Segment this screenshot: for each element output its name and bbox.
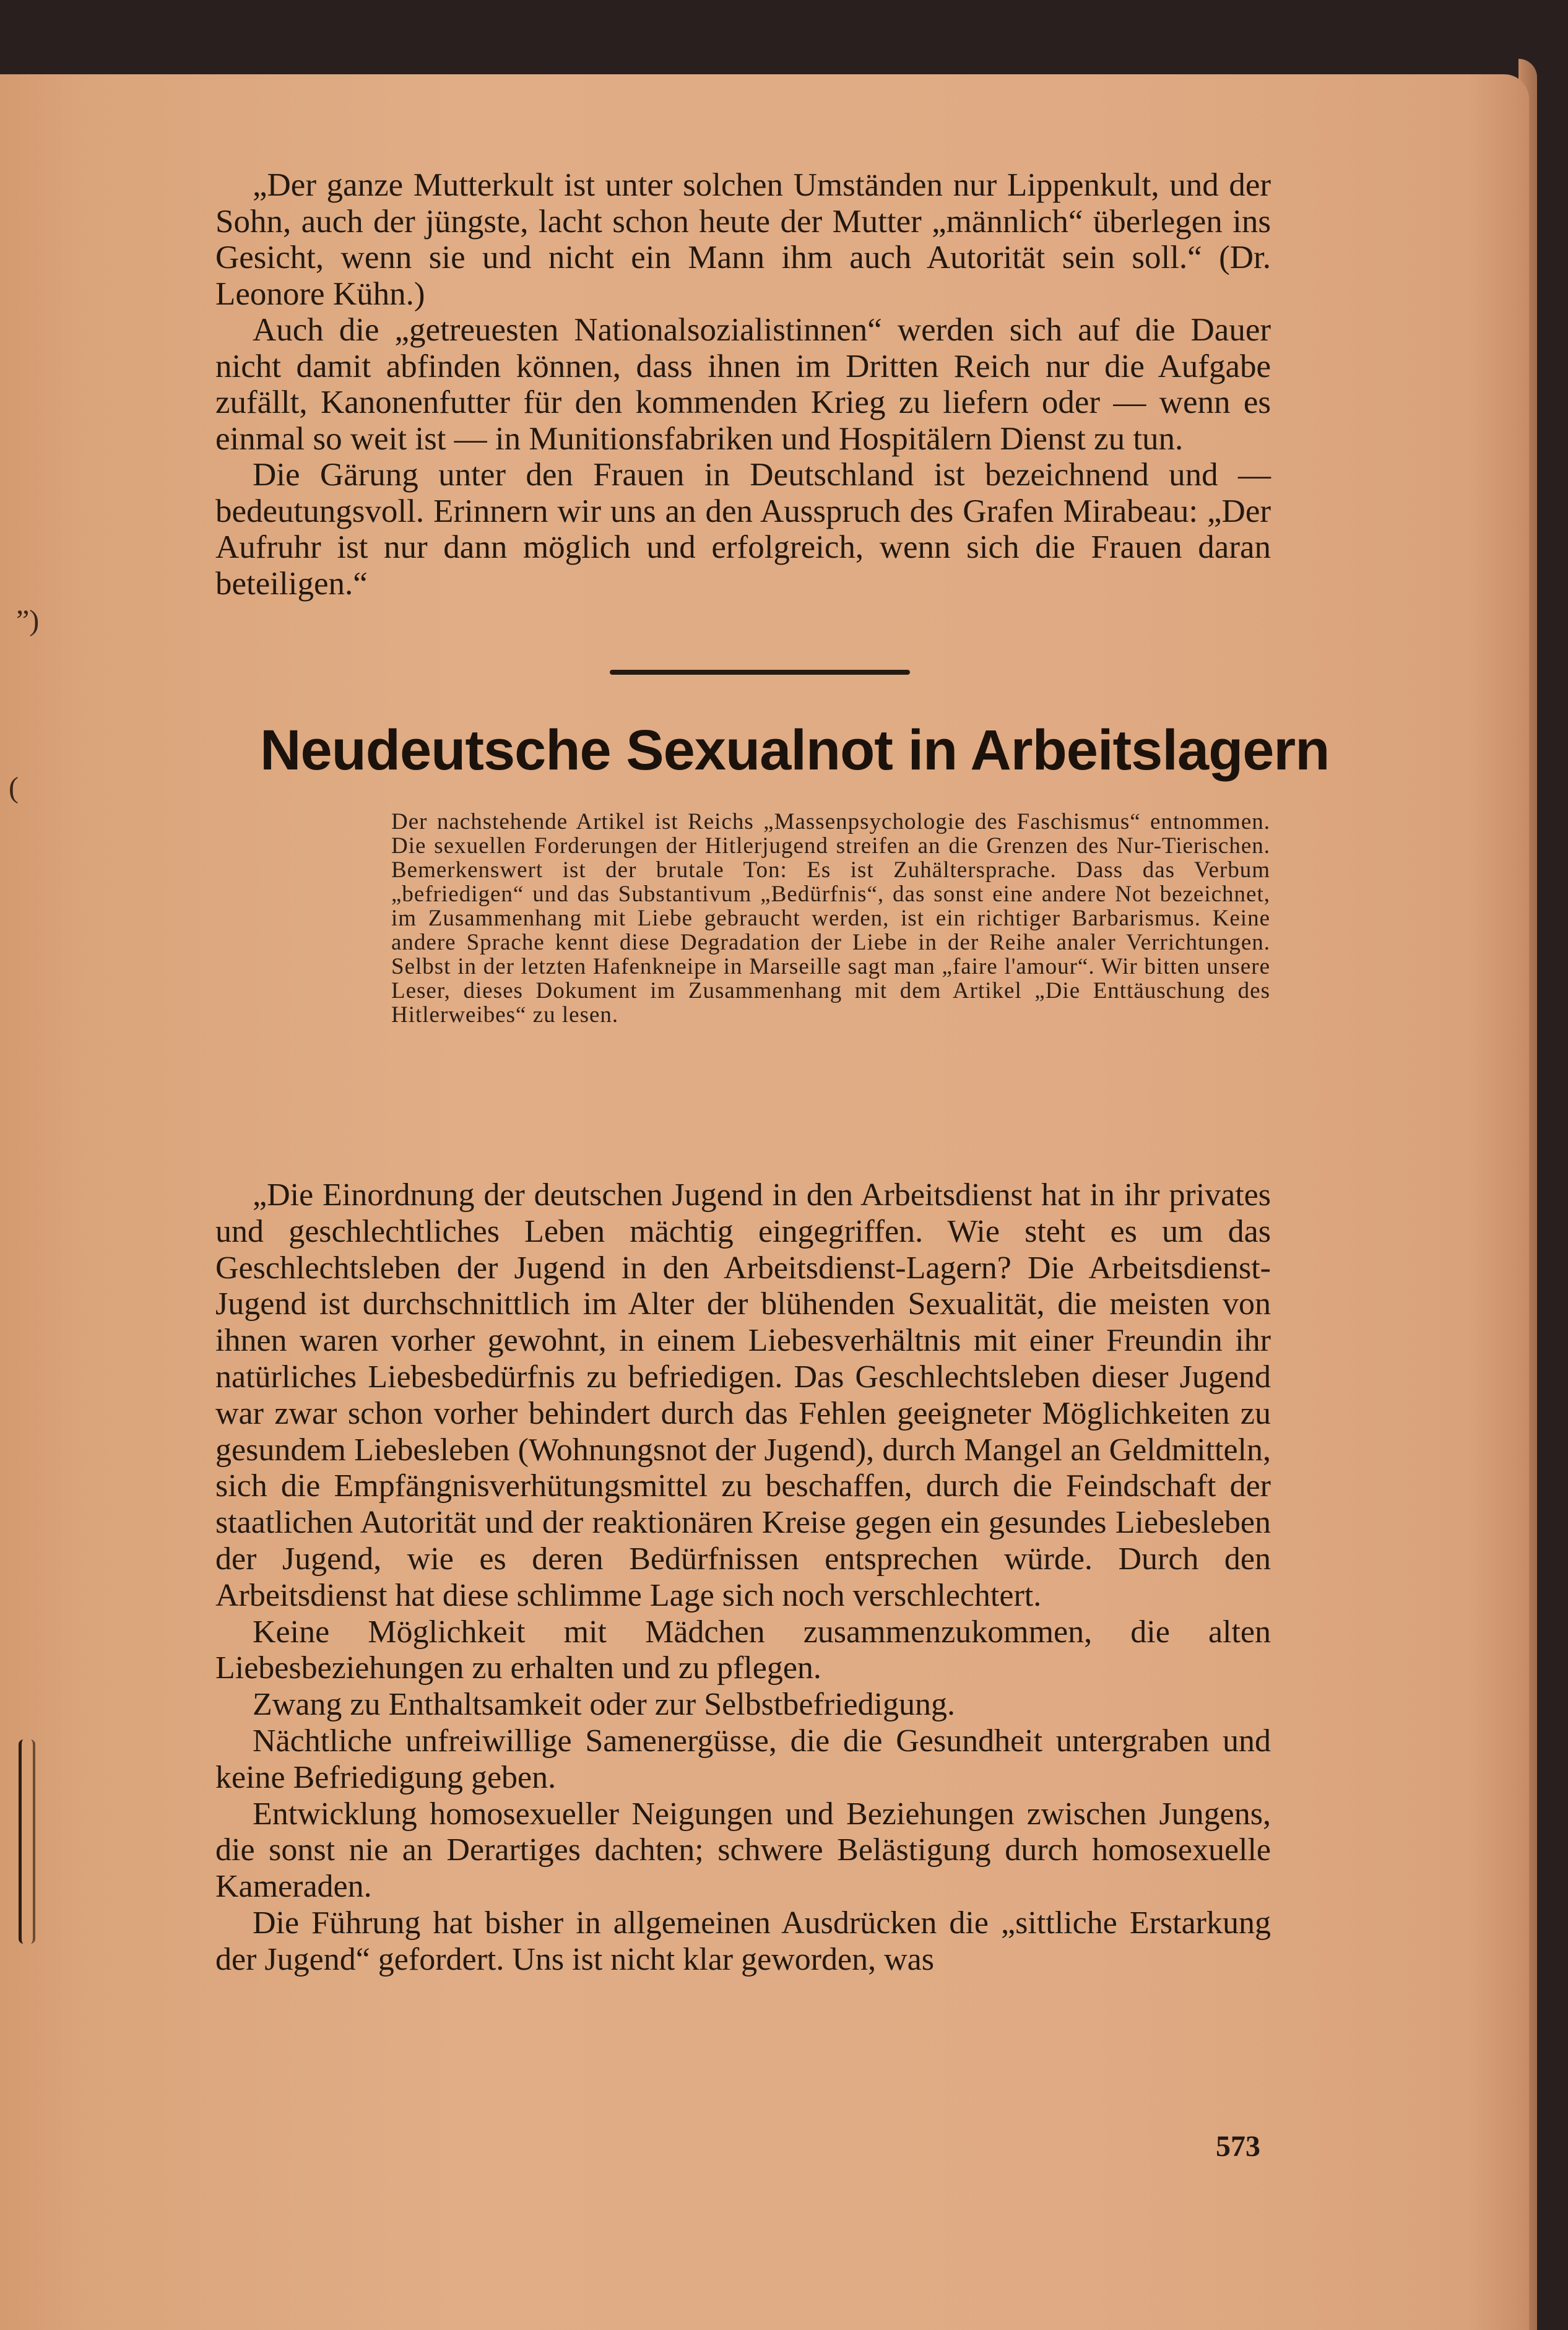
section-divider [610,670,910,675]
margin-mark: ( [9,771,19,804]
article-body [215,1177,1271,1978]
paragraph: Die Gärung unter den Frauen in Deutschland ist bezeichnend und — bedeutungsvoll. Erinnern wir uns an den Ausspruch des Grafen Mirabeau: „Der Aufruhr ist nur dann möglich und erfolgreich, wenn sich die Frauen daran beteiligen.“ [215,457,1271,602]
binding-stitch [19,1739,35,1944]
paragraph: Nächtliche unfreiwillige Samenergüsse, die die Gesundheit untergraben und keine Befriedigung geben. [215,1723,1271,1795]
editorial-intro: Der nachstehende Artikel ist Reichs „Massenpsychologie des Faschismus“ entnommen. Die sexuellen Forderungen der Hitlerjugend streifen an die Grenzen des Nur-Tierischen. Bemerkenswert ist der brutale Ton: Es ist Zuhältersprache. Dass das Verbum „befriedigen“ und das Substantivum „Bedürfnis“, das sonst eine andere Not bezeichnet, im Zusammenhang mit Liebe gebraucht werden, ist ein richtiger Barbarismus. Keine andere Sprache kennt diese Degradation der Liebe in der Reihe analer Verrichtungen. Selbst in der letzten Hafenkneipe in Marseille sagt man „faire l'amour“. Wir bitten unsere Leser, dieses Dokument im Zusammenhang mit dem Artikel „Die Enttäuschung des Hitlerweibes“ zu lesen. [391,809,1270,1028]
page-number: 573 [1216,2130,1260,2163]
paragraph: Entwicklung homosexueller Neigungen und Beziehungen zwischen Jungens, die sonst nie an Derartiges dachten; schwere Belästigung durch homosexuelle Kameraden. [215,1796,1271,1905]
margin-mark: ”) [16,604,40,637]
article-title: Neudeutsche Sexualnot in Arbeitslagern [260,719,1330,782]
paragraph: Keine Möglichkeit mit Mädchen zusammenzukommen, die alten Liebesbeziehungen zu erhalten und zu pflegen. [215,1614,1271,1686]
article-continuation [215,167,1271,602]
paragraph: Auch die „getreuesten Nationalsozialistinnen“ werden sich auf die Dauer nicht damit abfinden können, dass ihnen im Dritten Reich nur die Aufgabe zufällt, Kanonenfutter für den kommenden Krieg zu liefern oder — wenn es einmal so weit ist — in Munitionsfabriken und Hospitälern Dienst zu tun. [215,312,1271,457]
paragraph: Zwang zu Enthaltsamkeit oder zur Selbstbefriedigung. [253,1687,956,1723]
paragraph: „Der ganze Mutterkult ist unter solchen Umständen nur Lippenkult, und der Sohn, auch der jüngste, lacht schon heute der Mutter „männlich“ überlegen ins Gesicht, wenn sie und nicht ein Mann ihm auch Autorität sein soll.“ (Dr. Leonore Kühn.) [215,167,1271,312]
paragraph: Die Führung hat bisher in allgemeinen Ausdrücken die „sittliche Erstarkung der Jugend“ gefordert. Uns ist nicht klar geworden, was [215,1905,1271,1977]
paragraph: „Die Einordnung der deutschen Jugend in den Arbeitsdienst hat in ihr privates und geschlechtliches Leben mächtig eingegriffen. Wie steht es um das Geschlechtsleben der Jugend in den Arbeitsdienst-Lagern? Die Arbeitsdienst-Jugend ist durchschnittlich im Alter der blühenden Sexualität, die meisten von ihnen waren vorher gewohnt, in einem Liebesverhältnis mit einer Freundin ihr natürliches Liebesbedürfnis zu befriedigen. Das Geschlechtsleben dieser Jugend war zwar schon vorher behindert durch das Fehlen geeigneter Möglichkeiten zu gesundem Liebesleben (Wohnungsnot der Jugend), durch Mangel an Geldmitteln, sich die Empfängnisverhütungsmittel zu beschaffen, durch die Feindschaft der staatlichen Autorität und der reaktionären Kreise gegen ein gesundes Liebesleben der Jugend, wie es deren Bedürfnissen entsprechen würde. Durch den Arbeitsdienst hat diese schlimme Lage sich noch verschlechtert. [215,1177,1271,1613]
